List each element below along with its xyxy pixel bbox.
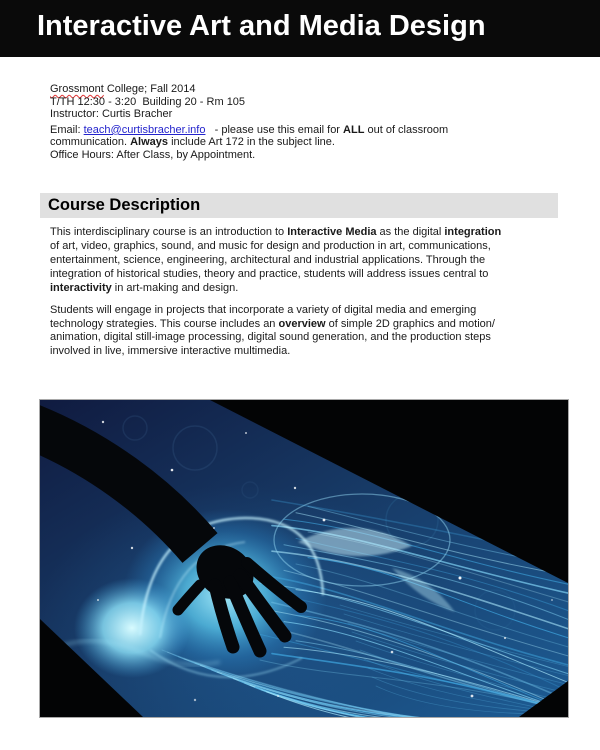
section-header-bar	[40, 193, 558, 218]
text-segment: integration	[444, 226, 502, 238]
text-line	[50, 225, 501, 239]
text-line	[50, 96, 448, 109]
text-segment: Students will engage in projects that incorporate a variety of digital media and emerging	[50, 304, 477, 316]
text-segment: as the digital	[376, 226, 445, 238]
text-segment: communication.	[50, 136, 131, 149]
text-line	[50, 267, 501, 281]
course-photo	[39, 399, 569, 718]
text-segment: Email:	[50, 123, 84, 136]
text-segment: interactivity	[50, 282, 112, 294]
text-line	[50, 124, 448, 137]
text-segment: Office Hours: After Class, by Appointment.	[50, 148, 256, 161]
text-segment: Interactive Media	[287, 226, 377, 238]
text-segment: overview	[278, 317, 326, 330]
page-header	[0, 0, 600, 57]
text-segment: - please use this email for	[205, 123, 344, 136]
text-segment: out of classroom	[364, 123, 449, 136]
text-line	[50, 318, 495, 332]
text-segment: This interdisciplinary course is an introduction to	[50, 226, 288, 238]
text-segment: Grossmont	[50, 83, 104, 95]
text-line	[50, 239, 501, 253]
text-line	[50, 253, 501, 267]
page-title: Interactive Art and Media Design	[37, 10, 486, 42]
text-segment: involved in live, immersive interactive multimedia.	[50, 344, 291, 357]
text-segment: technology strategies. This course includes an	[50, 317, 279, 330]
course-description-paragraph-1	[50, 225, 501, 295]
text-segment: animation, digital still-image processing, digital sound generation, and the production steps	[50, 331, 491, 343]
text-line	[50, 83, 448, 96]
text-segment: in art-making and design.	[111, 282, 239, 294]
text-line	[50, 108, 448, 121]
text-line	[50, 331, 495, 345]
course-info	[50, 83, 448, 162]
course-description-paragraph-2	[50, 304, 495, 358]
section-title: Course Description	[48, 196, 201, 214]
text-segment: College; Fall 2014	[103, 83, 196, 95]
email-link[interactable]: teach@curtisbracher.info	[83, 123, 206, 136]
text-segment: T/TH 12:30 - 3:20 Building 20 - Rm 105	[50, 95, 246, 108]
interactive-table-photo	[40, 400, 568, 717]
text-line	[50, 149, 448, 162]
text-line	[50, 136, 448, 149]
text-segment: ALL	[343, 123, 365, 136]
text-segment: Instructor: Curtis Bracher	[50, 108, 173, 121]
text-segment: Always	[130, 136, 169, 149]
text-segment: entertainment, science, engineering, architectural and industrial applications. Through the	[50, 254, 486, 266]
text-line	[50, 281, 501, 295]
text-segment: include Art 172 in the subject line.	[168, 136, 335, 149]
text-line	[50, 345, 495, 359]
text-segment: of art, video, graphics, sound, and music for design and production in art, communications,	[50, 240, 491, 252]
text-segment: of simple 2D graphics and motion/	[325, 317, 495, 330]
text-line	[50, 304, 495, 318]
text-segment: integration of historical studies, theory and practice, students will address issues central to	[50, 268, 489, 280]
